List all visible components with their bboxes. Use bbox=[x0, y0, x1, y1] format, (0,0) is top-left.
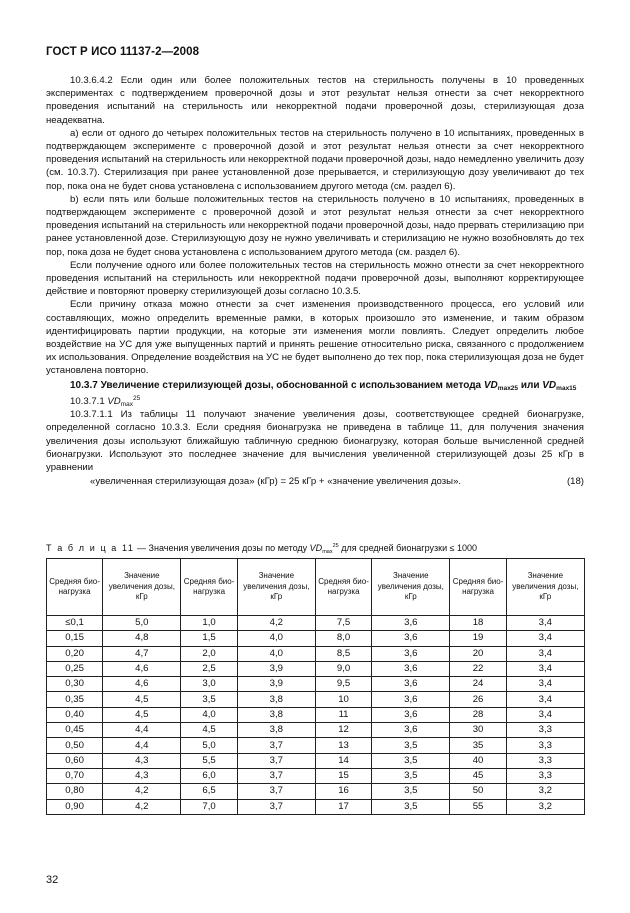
table-cell: 0,90 bbox=[47, 799, 103, 814]
table-cell: 3,5 bbox=[372, 784, 450, 799]
table-cell: 5,0 bbox=[181, 738, 237, 753]
table-row bbox=[47, 723, 585, 738]
table-cell: 22 bbox=[450, 661, 506, 676]
table-cell: 4,6 bbox=[103, 677, 181, 692]
table-cell: 3,4 bbox=[506, 616, 584, 631]
table-cell: 0,60 bbox=[47, 753, 103, 768]
table-cell: 7,0 bbox=[181, 799, 237, 814]
table-cell: 3,5 bbox=[372, 768, 450, 783]
table-cell: 0,20 bbox=[47, 646, 103, 661]
table-cell: 4,0 bbox=[237, 631, 315, 646]
table-cell: 3,5 bbox=[372, 799, 450, 814]
table-cell: 18 bbox=[450, 616, 506, 631]
table-caption: Т а б л и ц а 11 — Значения увеличения дозы по методу $VD_{max}^{25}$ для средней бионагрузки ≤ 1000 bbox=[46, 543, 478, 555]
table-cell: 2,5 bbox=[181, 661, 237, 676]
table-cell: 14 bbox=[315, 753, 371, 768]
table-cell: 26 bbox=[450, 692, 506, 707]
equation-text: «увеличенная стерилизующая доза» (кГр) = 25 кГр + «значение увеличения дозы». bbox=[90, 476, 462, 488]
page-number: 32 bbox=[46, 874, 59, 886]
table-cell: 4,3 bbox=[103, 768, 181, 783]
table-cell: 7,5 bbox=[315, 616, 371, 631]
table-cell: 3,4 bbox=[506, 677, 584, 692]
paragraph: Если причину отказа можно отнести за счет изменения производственного процесса, его условий или составляющих, можно определить временные рамки, в которых произошло это изменение, и таким образом идентифицировать партии продукции, на которые эти изменения могли повлиять. Следует определить любое воздействие на УС для уже выпущенных партий и принять решение относительно риска, связанного с продолжением их использования. Определение воздействия на УС не будет выполнено до тех пор, пока стерилизующая доза не будет установлена повторно. bbox=[46, 299, 584, 377]
table-cell: 3,6 bbox=[372, 661, 450, 676]
table-cell: 3,8 bbox=[237, 692, 315, 707]
table-row bbox=[47, 799, 585, 814]
table-cell: 4,0 bbox=[181, 707, 237, 722]
table-cell: 30 bbox=[450, 723, 506, 738]
header-cell: Значение увеличения дозы, кГр bbox=[506, 559, 584, 616]
table-cell: 2,0 bbox=[181, 646, 237, 661]
table-cell: 3,7 bbox=[237, 799, 315, 814]
table-cell: 0,50 bbox=[47, 738, 103, 753]
document-header: ГОСТ Р ИСО 11137-2—2008 bbox=[46, 46, 200, 58]
header-cell: Значение увеличения дозы, кГр bbox=[372, 559, 450, 616]
header-cell: Средняя био-нагрузка bbox=[450, 559, 506, 616]
table-cell: 5,0 bbox=[103, 616, 181, 631]
table-cell: 50 bbox=[450, 784, 506, 799]
table-row bbox=[47, 631, 585, 646]
table-cell: 3,6 bbox=[372, 692, 450, 707]
table-row bbox=[47, 784, 585, 799]
table-cell: 3,5 bbox=[181, 692, 237, 707]
table-cell: 3,9 bbox=[237, 661, 315, 676]
table-cell: 3,4 bbox=[506, 707, 584, 722]
table-row bbox=[47, 616, 585, 631]
table-cell: 6,5 bbox=[181, 784, 237, 799]
document-body bbox=[46, 74, 584, 488]
table-cell: 16 bbox=[315, 784, 371, 799]
table-cell: 9,5 bbox=[315, 677, 371, 692]
table-cell: 3,7 bbox=[237, 784, 315, 799]
paragraph: 10.3.7.1.1 Из таблицы 11 получают значение увеличения дозы, соответствующее средней бионагрузке, определенной согласно 10.3.3. Если средняя бионагрузка не приведена в таблице 11, для получения значения увеличения дозы используют ближайшую табличную среднюю бионагрузку, которая больше вычисленной средней бионагрузки. Используют это последнее значение для вычисления увеличенной стерилизующей дозы 25 кГр в уравнении bbox=[46, 409, 584, 474]
header-cell: Средняя био-нагрузка bbox=[47, 559, 103, 616]
table-cell: 3,6 bbox=[372, 677, 450, 692]
table-cell: 3,5 bbox=[372, 738, 450, 753]
table-cell: 35 bbox=[450, 738, 506, 753]
table-cell: 17 bbox=[315, 799, 371, 814]
table-cell: 3,4 bbox=[506, 646, 584, 661]
table-cell: 0,70 bbox=[47, 768, 103, 783]
table-cell: 4,5 bbox=[103, 692, 181, 707]
table-cell: 45 bbox=[450, 768, 506, 783]
table-cell: 0,35 bbox=[47, 692, 103, 707]
table-cell: 4,5 bbox=[181, 723, 237, 738]
table-cell: 4,7 bbox=[103, 646, 181, 661]
table-cell: 3,3 bbox=[506, 723, 584, 738]
table-cell: 9,0 bbox=[315, 661, 371, 676]
table-cell: 0,15 bbox=[47, 631, 103, 646]
table-cell: 3,6 bbox=[372, 707, 450, 722]
table-cell: 0,25 bbox=[47, 661, 103, 676]
sub-heading: 10.3.7.1 $VD_{max}^{25}$ bbox=[70, 394, 141, 409]
table-cell: 0,80 bbox=[47, 784, 103, 799]
table-cell: 3,8 bbox=[237, 707, 315, 722]
table-cell: 3,3 bbox=[506, 738, 584, 753]
table-row bbox=[47, 692, 585, 707]
header-cell: Значение увеличения дозы, кГр bbox=[103, 559, 181, 616]
table-cell: 3,7 bbox=[237, 768, 315, 783]
table-cell: 40 bbox=[450, 753, 506, 768]
section-heading: 10.3.7 Увеличение стерилизующей дозы, обоснованной с использованием метода $VD_{max25}$ или $VD_{max15}$ bbox=[70, 379, 577, 392]
table-cell: 1,5 bbox=[181, 631, 237, 646]
table-cell: 4,2 bbox=[103, 799, 181, 814]
table-cell: 13 bbox=[315, 738, 371, 753]
table-cell: 4,5 bbox=[103, 707, 181, 722]
table-cell: 3,3 bbox=[506, 768, 584, 783]
table-cell: 3,3 bbox=[506, 753, 584, 768]
paragraph: Если получение одного или более положительных тестов на стерильность можно отнести за счет некорректного проведения испытаний на стерильность или некорректной подачи проверочной дозы, выполняют корректирующее действие и повторяют проверку стерилизующей дозы согласно 10.3.5. bbox=[46, 259, 584, 298]
table-cell: 3,0 bbox=[181, 677, 237, 692]
table-cell: 15 bbox=[315, 768, 371, 783]
table-cell: 5,5 bbox=[181, 753, 237, 768]
table-cell: 1,0 bbox=[181, 616, 237, 631]
table-cell: 10 bbox=[315, 692, 371, 707]
equation-number: (18) bbox=[566, 476, 584, 488]
paragraph: 10.3.6.4.2 Если один или более положительных тестов на стерильность получены в 10 проведенных экспериментах с подтверждением проверочной дозы и этот результат нельзя отнести за счет некорректного проведения испытаний на стерильность или некорректной подачи проверочной дозы, стерилизующая доза неадекватна. bbox=[46, 75, 584, 126]
table-cell: 4,0 bbox=[237, 646, 315, 661]
table-cell: 28 bbox=[450, 707, 506, 722]
table-cell: 24 bbox=[450, 677, 506, 692]
table-cell: 8,0 bbox=[315, 631, 371, 646]
table-cell: 3,4 bbox=[506, 661, 584, 676]
table-cell: 4,2 bbox=[237, 616, 315, 631]
table-cell: 3,7 bbox=[237, 738, 315, 753]
header-cell: Средняя био-нагрузка bbox=[315, 559, 371, 616]
table-cell: 3,6 bbox=[372, 631, 450, 646]
table-cell: 3,8 bbox=[237, 723, 315, 738]
table-cell: 3,6 bbox=[372, 723, 450, 738]
table-cell: 4,4 bbox=[103, 738, 181, 753]
table-cell: 3,4 bbox=[506, 692, 584, 707]
table-cell: 3,5 bbox=[372, 753, 450, 768]
table-cell: 4,8 bbox=[103, 631, 181, 646]
table-row bbox=[47, 753, 585, 768]
table-cell: 6,0 bbox=[181, 768, 237, 783]
table-row bbox=[47, 646, 585, 661]
table-row bbox=[47, 768, 585, 783]
table-cell: 4,4 bbox=[103, 723, 181, 738]
table-cell: 12 bbox=[315, 723, 371, 738]
equation bbox=[46, 475, 584, 488]
header-cell: Средняя био-нагрузка bbox=[181, 559, 237, 616]
dose-increase-table bbox=[46, 558, 585, 815]
paragraph: a) если от одного до четырех положительных тестов на стерильность получено в 10 испытаниях, проведенных в подтверждающем эксперименте с проверочной дозой и этот результат нельзя отнести за счет некорректного проведения испытаний на стерильность или некорректной подачи проверочной дозы, надо немедленно увеличить дозу (см. 10.3.7). Стерилизация при ранее установленной дозе прерывается, и стерилизующую дозу увеличивают до тех пор, пока она не будет снова установлена с использованием другого метода (см. раздел 6). bbox=[46, 127, 584, 192]
table-cell: 0,45 bbox=[47, 723, 103, 738]
table-cell: 4,2 bbox=[103, 784, 181, 799]
table-cell: 55 bbox=[450, 799, 506, 814]
table-cell: 8,5 bbox=[315, 646, 371, 661]
table-row bbox=[47, 738, 585, 753]
table-row bbox=[47, 707, 585, 722]
table-cell: 3,2 bbox=[506, 784, 584, 799]
table-cell: 3,9 bbox=[237, 677, 315, 692]
table-cell: 19 bbox=[450, 631, 506, 646]
table-cell: 4,6 bbox=[103, 661, 181, 676]
table-cell: 20 bbox=[450, 646, 506, 661]
table-cell: 3,2 bbox=[506, 799, 584, 814]
table-cell: 3,7 bbox=[237, 753, 315, 768]
table-row bbox=[47, 661, 585, 676]
table-cell: 0,40 bbox=[47, 707, 103, 722]
header-cell: Значение увеличения дозы, кГр bbox=[237, 559, 315, 616]
table-cell: 3,4 bbox=[506, 631, 584, 646]
table-cell: 4,3 bbox=[103, 753, 181, 768]
table-header-row bbox=[47, 559, 585, 616]
table-cell: 0,30 bbox=[47, 677, 103, 692]
table-cell: 3,6 bbox=[372, 616, 450, 631]
table-cell: 11 bbox=[315, 707, 371, 722]
table-row bbox=[47, 677, 585, 692]
table-cell: 3,6 bbox=[372, 646, 450, 661]
paragraph: b) если пять или больше положительных тестов на стерильность получено в 10 испытаниях, проведенных в подтверждающем эксперименте с проверочной дозой и этот результат нельзя отнести за счет некорректного проведения испытаний на стерильность или некорректной подачи проверочной дозы, надо прервать стерилизацию при ранее установленной дозе. Стерилизующую дозу не нужно увеличивать и стерилизацию не нужно возобновлять до тех пор, пока доза не будет снова установлена с использованием другого метода (см. раздел 6). bbox=[46, 193, 584, 258]
table-cell: ≤0,1 bbox=[47, 616, 103, 631]
